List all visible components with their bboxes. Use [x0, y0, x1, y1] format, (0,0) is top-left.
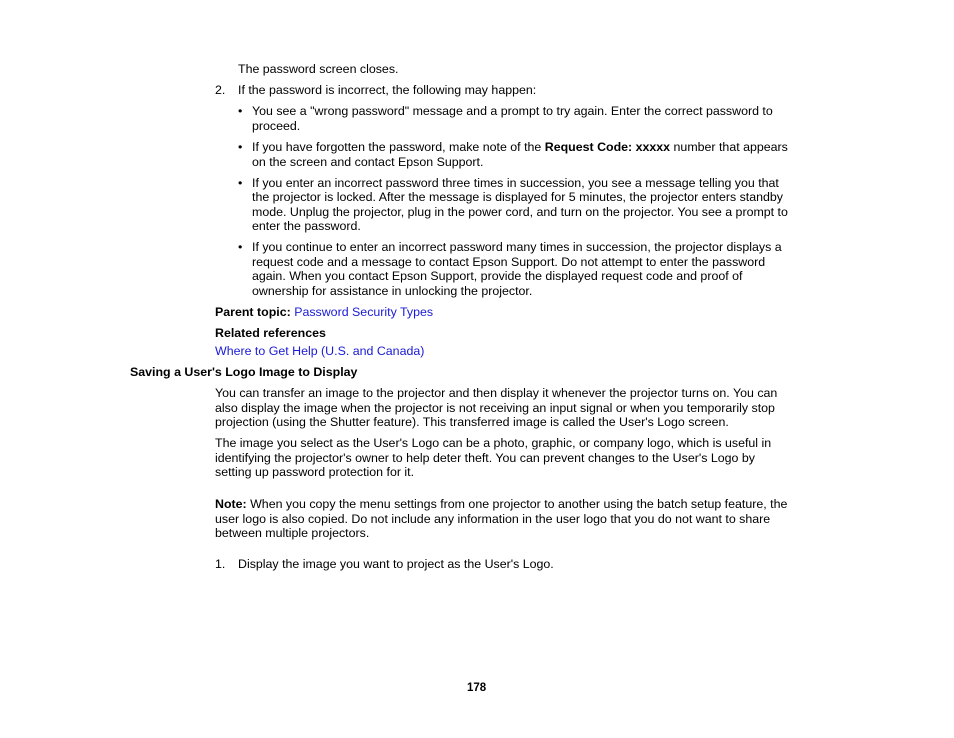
paragraph-line: The image you select as the User's Logo can be a photo, graphic, or company logo, which is useful in — [215, 436, 772, 450]
request-code: Request Code: xxxxx — [544, 140, 671, 154]
bullet-line: mode. Unplug the projector, plug in the power cord, and turn on the projector. You see a prompt to — [252, 205, 788, 219]
bullet-glyph: • — [238, 104, 243, 118]
paragraph-line: also display the image when the projector is not receiving an input signal or when you temporarily stop — [215, 401, 775, 415]
step-result-text: The password screen closes. — [238, 62, 399, 76]
related-references-heading: Related references — [215, 326, 326, 340]
paragraph-line: projection (using the Shutter feature). This transferred image is called the User's Logo screen. — [215, 415, 729, 429]
bullet-line: enter the password. — [252, 219, 361, 233]
note-label: Note: — [215, 497, 247, 511]
step-text: Display the image you want to project as the User's Logo. — [238, 557, 554, 571]
step-number: 1. — [215, 557, 226, 571]
bullet-line: If you enter an incorrect password three times in succession, you see a message telling you that — [252, 176, 779, 190]
note-line: between multiple projectors. — [215, 526, 370, 540]
bullet-line: on the screen and contact Epson Support. — [252, 155, 484, 169]
bullet-line: again. When you contact Epson Support, provide the displayed request code and proof of — [252, 269, 743, 283]
note-line: user logo is also copied. Do not include any information in the user logo that you do not want to share — [215, 512, 771, 526]
bullet-glyph: • — [238, 140, 243, 154]
bullet-line: You see a "wrong password" message and a prompt to try again. Enter the correct password to — [252, 104, 773, 118]
bullet-line: proceed. — [252, 119, 301, 133]
bullet-text: If you have forgotten the password, make note of the — [252, 140, 545, 154]
note-text: When you copy the menu settings from one projector to another using the batch setup feature, the — [246, 497, 788, 511]
bullet-line: If you continue to enter an incorrect password many times in succession, the projector displays a — [252, 240, 782, 254]
step-number: 2. — [215, 83, 226, 97]
parent-topic-label: Parent topic: — [215, 305, 291, 319]
bullet-text: number that appears — [670, 140, 788, 154]
paragraph-line: identifying the projector's owner to help deter theft. You can prevent changes to the User's Logo by — [215, 451, 755, 465]
paragraph-line: setting up password protection for it. — [215, 465, 415, 479]
bullet-glyph: • — [238, 176, 243, 190]
related-reference-link[interactable]: Where to Get Help (U.S. and Canada) — [215, 344, 425, 358]
bullet-line: ownership for assistance in unlocking the projector. — [252, 284, 533, 298]
bullet-glyph: • — [238, 240, 243, 254]
section-heading: Saving a User's Logo Image to Display — [130, 365, 358, 379]
parent-topic-link[interactable]: Password Security Types — [294, 305, 434, 319]
step-text: If the password is incorrect, the following may happen: — [238, 83, 537, 97]
note-line — [215, 497, 787, 512]
bullet-line: request code and a message to contact Epson Support. Do not attempt to enter the password — [252, 255, 766, 269]
page-number: 178 — [467, 682, 487, 694]
bullet-line — [252, 140, 788, 155]
parent-topic — [215, 305, 433, 320]
bullet-line: the projector is locked. After the message is displayed for 5 minutes, the projector enters standby — [252, 190, 784, 204]
paragraph-line: You can transfer an image to the projector and then display it whenever the projector turns on. You can — [215, 386, 778, 400]
